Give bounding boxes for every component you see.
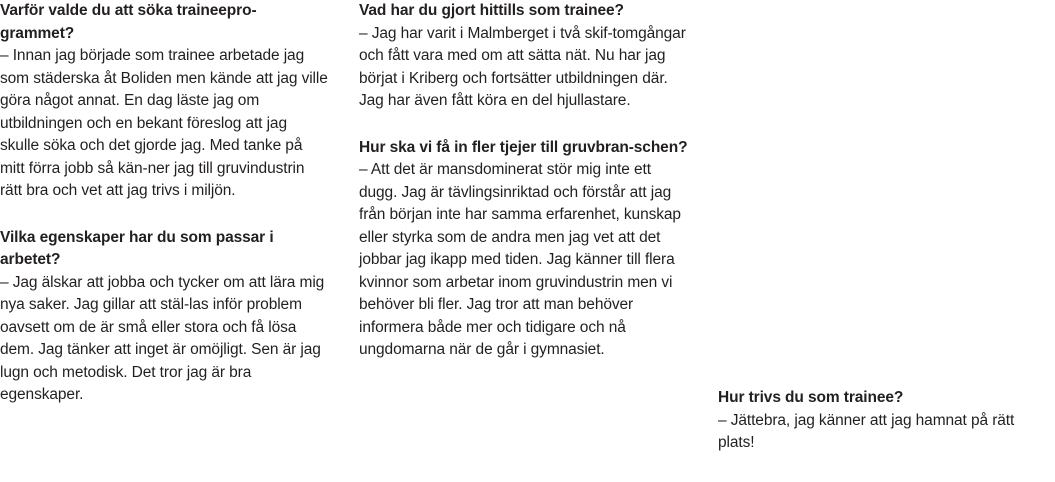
qa-block xyxy=(359,0,689,113)
question-heading: Hur trivs du som trainee? xyxy=(718,389,904,406)
text-column-3 xyxy=(718,0,1048,455)
answer-paragraph: – Innan jag började som trainee arbetade jag som städerska åt Boliden men kände att jag ville göra något annat. En dag läste jag om utbildningen och en bekant föreslog att jag skulle söka och det gjorde jag. Med tanke på mitt förra jobb så kän-ner jag till gruvindustrin rätt bra och vet att jag trivs i miljön. xyxy=(0,47,328,199)
qa-block xyxy=(359,137,689,362)
answer-paragraph: – Jättebra, jag känner att jag hamnat på rätt plats! xyxy=(718,411,1015,451)
question-heading: Hur ska vi få in fler tjejer till gruvbran-schen? xyxy=(359,138,688,156)
text-column-1 xyxy=(0,0,330,407)
text-column-2 xyxy=(359,0,689,362)
answer-paragraph: – Jag älskar att jobba och tycker om att lära mig nya saker. Jag gillar att stäl-las inför problem oavsett om de är små eller stora och få lösa dem. Jag tänker att inget är omöjligt. Sen är jag lugn och metodisk. Det tror jag är bra egenskaper. xyxy=(0,273,325,403)
answer-paragraph: – Att det är mansdominerat stör mig inte ett dugg. Jag är tävlingsinriktad och förstår att jag från början inte har samma erfarenhet, kunskap eller styrka som de andra men jag vet att det jobbar jag ikapp med tiden. Jag känner till flera kvinnor som arbetar inom gruvindustrin men vi behöver bli fler. Jag tror att man behöver informera både mer och tidigare och nå ungdomarna när de går i gymnasiet. xyxy=(359,161,681,358)
question-heading: Varför valde du att söka traineepro-grammet? xyxy=(0,2,257,42)
answer-paragraph: – Jag har varit i Malmberget i två skif-tomgångar och fått vara med om att sätta nät. Nu har jag börjat i Kriberg och fortsätter utbildningen där. Jag har även fått köra en del hjullastare. xyxy=(359,24,686,109)
column-spacer xyxy=(718,0,1048,387)
question-heading: Vad har du gjort hittills som trainee? xyxy=(359,2,624,19)
qa-block xyxy=(0,227,330,407)
qa-block xyxy=(718,387,1048,455)
question-heading: Vilka egenskaper har du som passar i arbetet? xyxy=(0,228,274,268)
qa-block xyxy=(0,0,330,203)
